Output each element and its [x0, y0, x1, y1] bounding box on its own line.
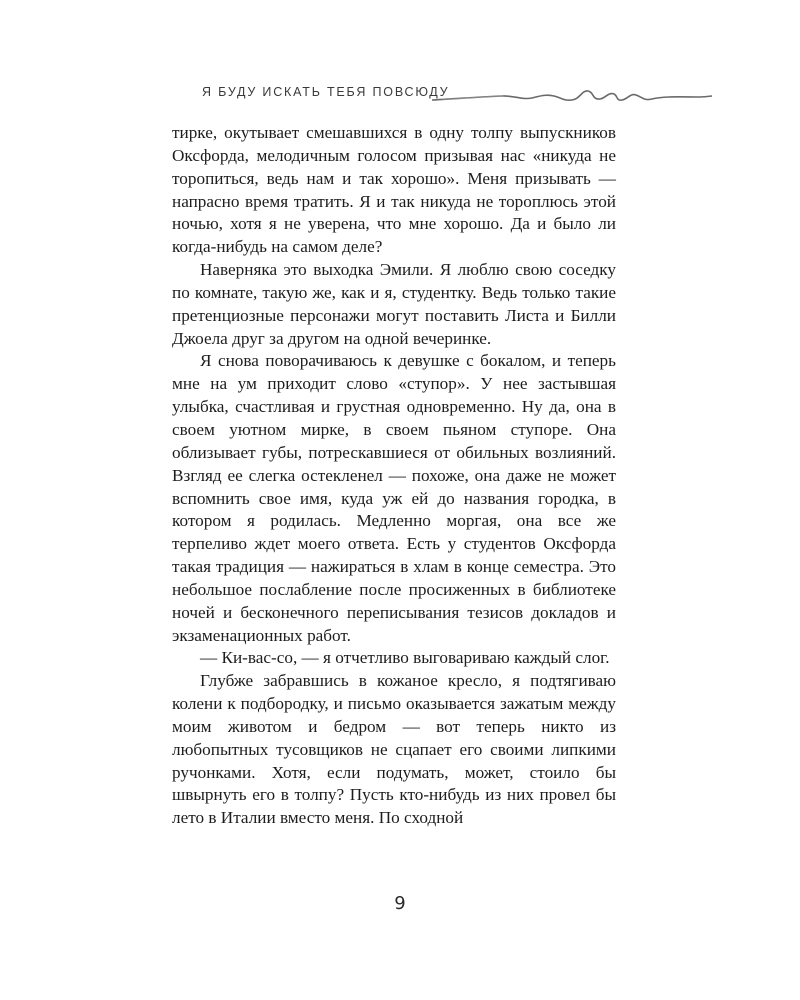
- body-text: [172, 122, 616, 830]
- paragraph-5: Глубже забравшись в кожаное кресло, я подтягиваю колени к подбородку, и письмо оказывается зажатым между моим животом и бедром — вот теперь никто из любопытных тусовщиков не сцапает его своими липкими ручонками. Хотя, если подумать, может, стоило бы швырнуть его в толпу? Пусть кто-нибудь из них провел бы лето в Италии вместо меня. По сходной: [172, 671, 616, 828]
- paragraph-4: — Ки-вас-со, — я отчетливо выговариваю каждый слог.: [200, 648, 610, 668]
- paragraph-2: Наверняка это выходка Эмили. Я люблю свою соседку по комнате, такую же, как и я, студентку. Ведь только такие претенциозные персонажи могут поставить Листа и Билли Джоела друг за другом на одной вечеринке.: [172, 260, 616, 348]
- paragraph-1: тирке, окутывает смешавшихся в одну толпу выпускников Оксфорда, мелодичным голосом призывая нас «никуда не торопиться, ведь нам и так хорошо». Меня призывать — напрасно время тратить. Я и так никуда не тороплюсь этой ночью, хотя я не уверена, что мне хорошо. Да и было ли когда-нибудь на самом деле?: [172, 123, 616, 257]
- running-head: Я БУДУ ИСКАТЬ ТЕБЯ ПОВСЮДУ: [202, 85, 450, 99]
- paragraph-3: Я снова поворачиваюсь к девушке с бокалом, и теперь мне на ум приходит слово «ступор». У нее застывшая улыбка, счастливая и грустная одновременно. Ну да, она в своем уютном мирке, в своем пьяном ступоре. Она облизывает губы, потрескавшиеся от обильных возлияний. Взгляд ее слегка остекленел — похоже, она даже не может вспомнить свое имя, куда уж ей до названия городка, в котором я родилась. Медленно моргая, она все же терпеливо ждет моего ответа. Есть у студентов Оксфорда такая традиция — нажираться в хлам в конце семестра. Это небольшое послабление после просиженных в библиотеке ночей и бесконечного переписывания тезисов докладов и экзаменационных работ.: [172, 351, 616, 645]
- squiggle-line-ornament: [432, 84, 712, 108]
- page-number: 9: [394, 893, 406, 914]
